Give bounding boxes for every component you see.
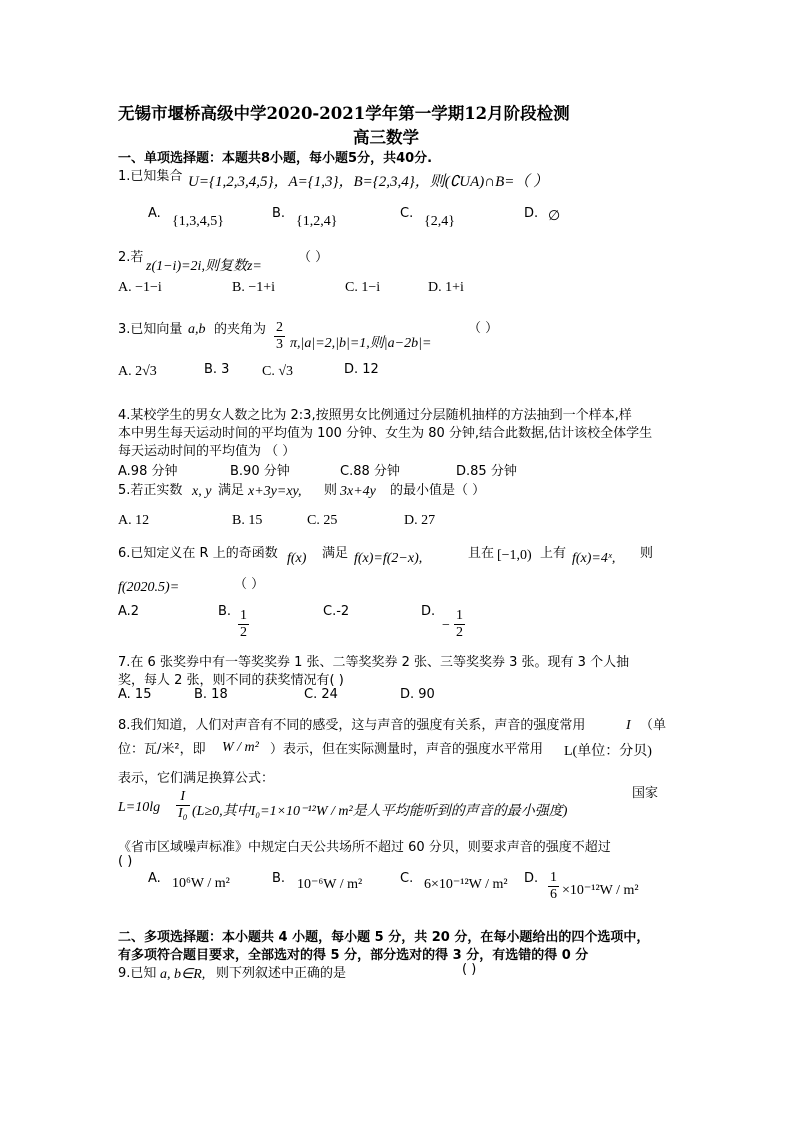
- q6-equation: f(x)=f(2−x),: [354, 551, 423, 566]
- q1-option-c-label: C.: [400, 206, 414, 221]
- q8-line-3: 表示，它们满足换算公式：: [118, 771, 275, 786]
- q3-option-d: D. 12: [344, 362, 379, 377]
- q1-option-c: {2,4}: [424, 214, 455, 229]
- q6-on: 上有: [540, 546, 567, 561]
- q8-guojia: 国家: [632, 786, 659, 801]
- q6-paren: （ ）: [234, 577, 265, 592]
- q5-satisfy: 满足: [218, 483, 245, 498]
- page-subtitle: 高三数学: [353, 128, 419, 147]
- q3-option-a: A. 2√3: [118, 364, 157, 379]
- q8-line-2a: 位：瓦/米²，即: [118, 742, 206, 757]
- q6-option-d-fraction: [454, 608, 465, 641]
- q5-option-c: C. 25: [307, 513, 338, 528]
- q9-condition: a, b∈R,: [160, 967, 206, 982]
- q6-satisfy: 满足: [322, 546, 349, 561]
- q3-stem: 3.已知向量: [118, 322, 183, 337]
- q1-stem: 1.已知集合: [118, 169, 183, 184]
- q8-d-denominator: 6: [550, 887, 557, 902]
- q6-b-denominator: 2: [240, 625, 247, 640]
- q8-formula-rhs: (L≥0,其中I₀=1×10⁻¹²W / m²是人平均能听到的声音的最小强度): [192, 804, 568, 819]
- q9-tail: 则下列叙述中正确的是: [216, 966, 347, 981]
- q6-then: 则: [640, 546, 654, 561]
- q5-option-b: B. 15: [232, 513, 263, 528]
- q2-stem: 2.若: [118, 250, 144, 265]
- q7-option-d: D. 90: [400, 687, 435, 702]
- q1-option-d: ∅: [548, 209, 561, 224]
- q8-line-1-tail: （单: [640, 718, 667, 733]
- q2-option-c: C. 1−i: [345, 280, 381, 295]
- q9-paren: ( ): [462, 962, 477, 977]
- q6-and: 且在: [468, 546, 495, 561]
- q8-frac-numerator: I: [176, 789, 190, 806]
- q6-fx: f(x): [287, 551, 307, 566]
- section-heading-multi-choice-1: 二、多项选择题：本小题共 4 小题，每小题 5 分，共 20 分，在每小题给出的四个选项中，: [118, 930, 650, 945]
- q6-option-a: A.2: [118, 604, 140, 619]
- q4-line-3: 每天运动时间的平均值为 （ ）: [118, 444, 296, 459]
- q8-symbol-I: I: [626, 718, 631, 733]
- q4-line-1: 4.某校学生的男女人数之比为 2:3,按照男女比例通过分层随机抽样的方法抽到一个样本,样: [118, 408, 632, 423]
- q3-frac-numerator: 2: [276, 320, 283, 335]
- q8-formula-fraction: [176, 789, 190, 822]
- q7-line-2: 奖，每人 2 张，则不同的获奖情况有( ): [118, 673, 344, 688]
- q6-d-numerator: 1: [456, 608, 463, 623]
- q6-b-numerator: 1: [240, 608, 247, 623]
- q6-option-d-label: D.: [421, 604, 436, 619]
- q2-paren: （ ）: [298, 250, 329, 265]
- q8-d-numerator: 1: [550, 870, 557, 885]
- q3-option-b: B. 3: [204, 362, 230, 377]
- q6-definition: f(x)=4ˣ,: [572, 551, 616, 566]
- q5-tail: 的最小值是（ ）: [390, 483, 486, 498]
- q6-ask: f(2020.5)=: [118, 580, 180, 595]
- q6-stem: 6.已知定义在 R 上的奇函数: [118, 546, 278, 561]
- q8-line-5: 《省市区域噪声标准》中规定白天公共场所不超过 60 分贝，则要求声音的强度不超过: [118, 840, 611, 855]
- q8-option-b: 10⁻⁶W / m²: [297, 877, 363, 892]
- q3-vectors: a,b: [188, 322, 206, 337]
- q6-interval: [−1,0): [497, 548, 532, 563]
- q3-angle-text: 的夹角为: [214, 322, 267, 337]
- q3-frac-denominator: 3: [276, 337, 283, 352]
- q4-option-c: C.88 分钟: [340, 464, 400, 479]
- q2-option-a: A. −1−i: [118, 280, 162, 295]
- q1-option-d-label: D.: [524, 206, 539, 221]
- q5-then: 则: [324, 483, 338, 498]
- q8-L: L(单位：分贝): [564, 744, 652, 759]
- q3-paren: （ ）: [468, 321, 499, 336]
- q8-option-b-label: B.: [272, 871, 286, 886]
- q4-option-b: B.90 分钟: [230, 464, 290, 479]
- q5-variables: x, y: [192, 484, 212, 499]
- q4-option-d: D.85 分钟: [456, 464, 517, 479]
- q2-formula: z(1−i)=2i,则复数z=: [146, 259, 262, 274]
- section-heading-single-choice: 一、单项选择题：本题共8小题，每小题5分，共40分.: [118, 151, 433, 166]
- q6-d-denominator: 2: [456, 625, 463, 640]
- q5-equation: x+3y=xy,: [248, 484, 302, 499]
- q6-option-b-label: B.: [218, 604, 232, 619]
- q9-stem: 9.已知: [118, 966, 157, 981]
- q5-expression: 3x+4y: [340, 484, 376, 499]
- q8-option-c-label: C.: [400, 871, 414, 886]
- q5-option-a: A. 12: [118, 513, 150, 528]
- q8-paren: ( ): [118, 854, 133, 869]
- q8-line-2b: ）表示，但在实际测量时，声音的强度水平常用: [270, 742, 544, 757]
- q5-stem: 5.若正实数: [118, 483, 183, 498]
- q4-option-a: A.98 分钟: [118, 464, 178, 479]
- q8-formula-lhs: L=10lg: [118, 800, 161, 815]
- q1-formula: U={1,2,3,4,5}，A={1,3}，B={2,3,4}，则(∁UA)∩B=（ ）: [188, 174, 549, 190]
- q4-line-2: 本中男生每天运动时间的平均值为 100 分钟、女生为 80 分钟,结合此数据,估计该校全体学生: [118, 426, 653, 441]
- q1-option-b-label: B.: [272, 206, 286, 221]
- q5-option-d: D. 27: [404, 513, 436, 528]
- q3-angle-fraction: [274, 320, 285, 353]
- q6-option-c: C.-2: [323, 604, 350, 619]
- q3-formula: π,|a|=2,|b|=1,则|a−2b|=: [290, 336, 432, 351]
- section-heading-multi-choice-2: 有多项符合题目要求，全部选对的得 5 分，部分选对的得 3 分，有选错的得 0 分: [118, 948, 589, 963]
- q8-option-d: ×10⁻¹²W / m²: [562, 883, 639, 898]
- q8-option-a-label: A.: [148, 871, 161, 886]
- q1-option-b: {1,2,4}: [296, 214, 338, 229]
- q7-option-b: B. 18: [194, 687, 228, 702]
- q7-line-1: 7.在 6 张奖券中有一等奖奖券 1 张、二等奖奖券 2 张、三等奖奖券 3 张。现有 3 个人抽: [118, 655, 630, 670]
- page-title: 无锡市堰桥高级中学2020-2021学年第一学期12月阶段检测: [118, 104, 570, 123]
- q2-option-d: D. 1+i: [428, 280, 464, 295]
- q8-line-1: 8.我们知道，人们对声音有不同的感受，这与声音的强度有关系，声音的强度常用: [118, 718, 586, 733]
- q1-option-a: {1,3,4,5}: [172, 214, 224, 229]
- q6-option-b-fraction: [238, 608, 249, 641]
- q8-option-a: 10⁶W / m²: [172, 876, 230, 891]
- q8-unit: W / m²: [222, 740, 259, 755]
- q7-option-a: A. 15: [118, 687, 152, 702]
- q6-option-d-sign: −: [442, 618, 450, 633]
- q3-option-c: C. √3: [262, 364, 294, 379]
- q1-option-a-label: A.: [148, 206, 161, 221]
- q7-option-c: C. 24: [304, 687, 338, 702]
- q8-option-c: 6×10⁻¹²W / m²: [424, 877, 508, 892]
- q8-frac-denominator: I₀: [178, 806, 188, 821]
- q2-option-b: B. −1+i: [232, 280, 276, 295]
- q8-option-d-label: D.: [524, 871, 539, 886]
- q8-option-d-fraction: [548, 870, 559, 903]
